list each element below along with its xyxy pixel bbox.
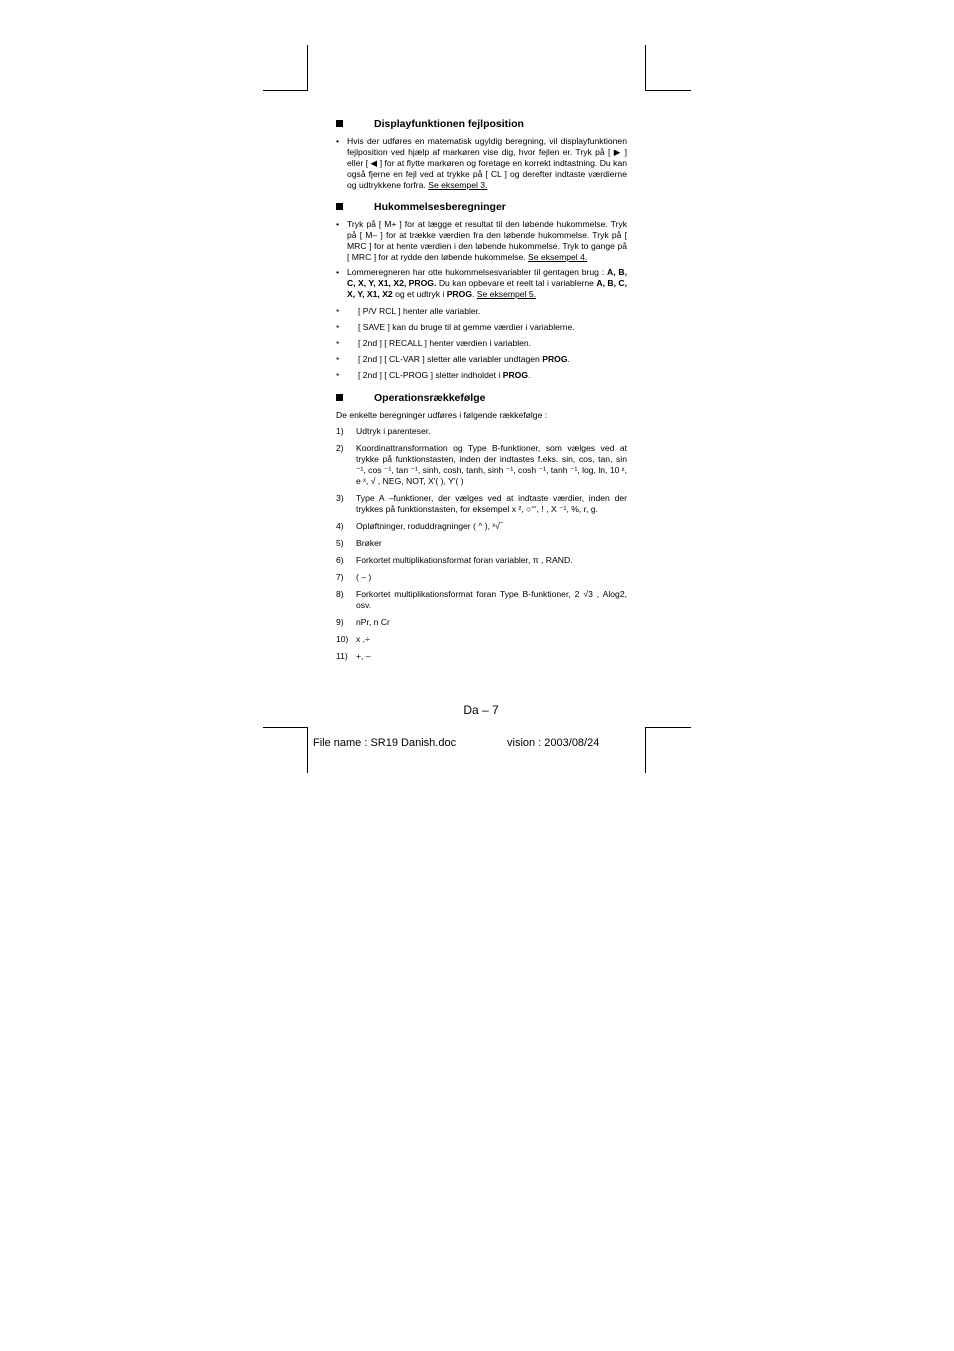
bullet-dot-icon: •: [336, 219, 340, 229]
asterisk-marker: *: [336, 371, 340, 381]
item-number: 10): [336, 634, 349, 644]
star-text: [ 2nd ] [ RECALL ] henter værdien i variablen.: [358, 338, 532, 348]
order-item: [336, 555, 627, 566]
bullet-text: Du kan opbevare et reelt tal i variablerne: [436, 278, 597, 288]
crop-mark: [645, 90, 691, 91]
order-item: [336, 493, 627, 515]
item-text: ( – ): [356, 572, 372, 582]
item-text: Forkortet multiplikationsformat foran Type B-funktioner, 2 √3 , Alog2, osv.: [356, 589, 627, 610]
item-number: 11): [336, 651, 348, 661]
item-text: Opløftninger, roduddragninger ( ^ ), ˣ√‾: [356, 521, 503, 531]
variable-list: A, B, C, X, Y, X1, X2: [347, 278, 628, 299]
bullet-text: Lommeregneren har otte hukommelsesvariabler til gentagen brug :: [347, 267, 607, 277]
star-item: [336, 354, 627, 365]
item-text: Type A –funktioner, der vælges ved at indtaste værdier, inden der trykkes på funktionstasten, for eksempel x ², ○‘‘‘, ! , X ⁻¹, %, r, g.: [356, 493, 627, 514]
asterisk-marker: *: [336, 355, 340, 365]
item-text: x ,÷: [356, 634, 370, 644]
heading-text: Displayfunktionen fejlposition: [374, 118, 524, 130]
order-intro: De enkelte beregninger udføres i følgende rækkefølge :: [336, 410, 548, 420]
order-item: [336, 443, 627, 487]
order-item: [336, 572, 627, 583]
bullet-item: [336, 219, 627, 263]
star-text: .: [567, 354, 570, 364]
item-number: 1): [336, 426, 344, 436]
crop-mark: [307, 727, 308, 773]
footer-filename: File name : SR19 Danish.doc: [313, 737, 457, 749]
section-heading-order: [336, 392, 627, 405]
square-bullet-icon: [336, 203, 343, 210]
item-text: Udtryk i parenteser.: [356, 426, 431, 436]
crop-mark: [307, 45, 308, 91]
page-content: [336, 118, 627, 668]
item-number: 4): [336, 521, 344, 531]
order-item: [336, 589, 627, 611]
item-number: 2): [336, 443, 344, 453]
crop-mark: [263, 727, 308, 728]
footer-version: vision : 2003/08/24: [507, 737, 600, 749]
variable-list: A, B, C, X, Y, X1, X2, PROG.: [347, 267, 627, 288]
star-text: [ 2nd ] [ CL-PROG ] sletter indholdet i: [358, 370, 503, 380]
bullet-text: Tryk på [ M+ ] for at lægge et resultat til den løbende hukommelse. Tryk på [ M– ] for at trække værdien fra den løbende hukommelse. Tryk på [ MRC ] for at hente værdien i den løbende hukommelse. Tryk to gange på [ MRC ] for at rydde den løbende hukommelse.: [347, 219, 627, 262]
star-text: [ SAVE ] kan du bruge til at gemme værdier i variablerne.: [358, 322, 575, 332]
star-text: .: [528, 370, 531, 380]
heading-text: Hukommelsesberegninger: [374, 201, 506, 213]
order-item: [336, 426, 627, 437]
bullet-dot-icon: •: [336, 267, 340, 277]
asterisk-marker: *: [336, 323, 340, 333]
heading-text: Operationsrækkefølge: [374, 392, 486, 404]
prog-label: PROG: [502, 370, 529, 380]
item-text: Koordinattransformation og Type B-funktioner, som vælges ved at trykke på funktionstasten, inden der indtastes f.eks. sin, cos, tan, sin ⁻¹, cos ⁻¹, tan ⁻¹, sinh, cosh, tanh, sinh ⁻¹, cosh ⁻¹, tanh ⁻¹, log, ln, 10 ˣ, e ˣ, √ , NEG, NOT, X'( ), Y'( ): [356, 443, 627, 486]
bullet-item: [336, 267, 627, 300]
order-item: [336, 538, 627, 549]
star-item: [336, 322, 627, 333]
item-number: 7): [336, 572, 344, 582]
square-bullet-icon: [336, 394, 343, 401]
item-text: +, –: [356, 651, 371, 661]
example-link[interactable]: Se eksempel 3.: [428, 180, 488, 190]
item-number: 3): [336, 493, 344, 503]
prog-label: PROG: [542, 354, 568, 364]
example-link[interactable]: Se eksempel 5.: [476, 289, 537, 299]
item-text: Forkortet multiplikationsformat foran variabler, π , RAND.: [356, 555, 573, 565]
star-text: [ 2nd ] [ CL-VAR ] sletter alle variabler undtagen: [358, 354, 543, 364]
bullet-text: og et udtryk i: [392, 289, 447, 299]
order-item: [336, 617, 627, 628]
crop-mark: [263, 90, 308, 91]
bullet-dot-icon: •: [336, 136, 340, 146]
order-item: [336, 634, 627, 645]
item-text: Brøker: [356, 538, 382, 548]
square-bullet-icon: [336, 120, 343, 127]
star-item: [336, 306, 627, 317]
asterisk-marker: *: [336, 339, 340, 349]
bullet-text: Hvis der udføres en matematisk ugyldig beregning, vil displayfunktionen fejlposition ved hjælp af markøren vise dig, hvor fejlen er. Tryk på [ ▶ ] eller [ ◀ ] for at flytte markøren og foretage en korrekt indtastning. Du kan også fjerne en fejl ved at trykke på [ CL ] og derefter indtaste værdierne og udtrykkene forfra.: [347, 136, 627, 190]
bullet-item: [336, 136, 627, 191]
crop-mark: [645, 727, 691, 728]
item-number: 5): [336, 538, 344, 548]
page-number: Da – 7: [463, 703, 499, 717]
bullet-text: .: [472, 289, 477, 299]
item-number: 9): [336, 617, 344, 627]
item-number: 6): [336, 555, 344, 565]
asterisk-marker: *: [336, 307, 340, 317]
section-heading-memory: [336, 201, 627, 214]
star-text: [ P/V RCL ] henter alle variabler.: [358, 306, 481, 316]
order-item: [336, 651, 627, 662]
item-text: nPr, n Cr: [356, 617, 390, 627]
example-link[interactable]: Se eksempel 4.: [528, 252, 588, 262]
star-item: [336, 370, 627, 381]
crop-mark: [645, 727, 646, 773]
item-number: 8): [336, 589, 344, 599]
section-heading-error: [336, 118, 627, 131]
order-item: [336, 521, 627, 532]
star-item: [336, 338, 627, 349]
prog-label: PROG: [446, 289, 473, 299]
crop-mark: [645, 45, 646, 91]
